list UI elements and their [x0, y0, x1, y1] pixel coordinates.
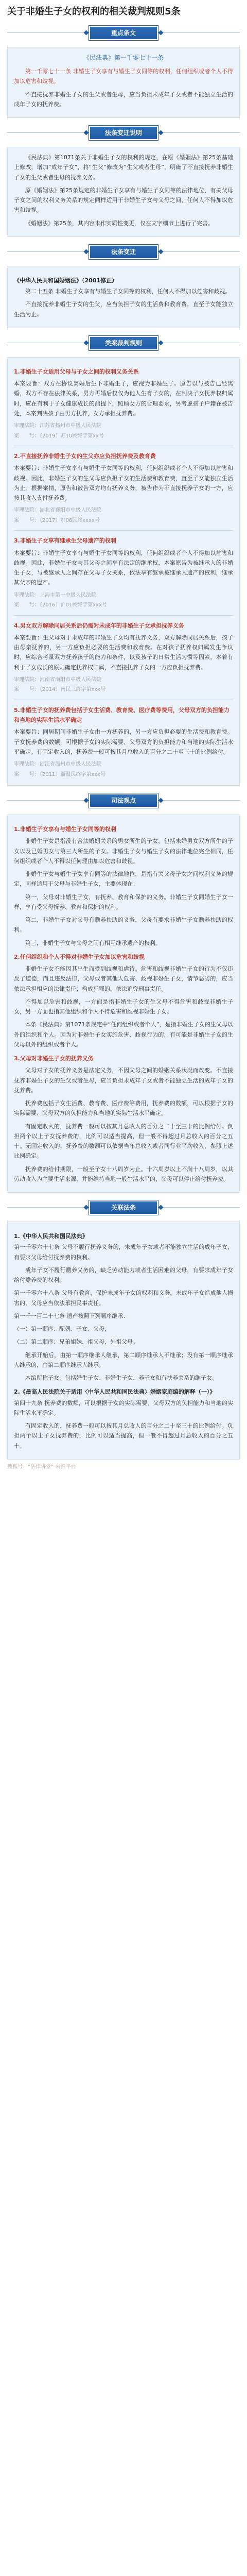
box-title: 《民法典》第一千零七十一条	[83, 54, 164, 62]
paragraph: 不直接抚养非婚生子女的生父，应当负担子女的生活费和教育费，直至子女能独立生活为止。	[14, 301, 233, 318]
section-banner-law-history	[7, 244, 240, 260]
paragraph: 非婚生子女不能因其出生而受到歧视和虐待。危害和歧视非婚生子女的行为不仅违反了道德，而且违反法律，父母或者其他人危害、歧视非婚生子女，情节恶劣的，应当依法承担相应的法律责任；构成犯罪的，依法追究刑事责任。	[14, 965, 233, 992]
case-heading: 1.非婚生子女适用父母与子女之间的权利义务关系	[14, 368, 139, 375]
diamond-icon	[158, 798, 164, 803]
paragraph: 第二，非婚生子女对父母有赡养扶助的义务，父母有要求非婚生子女赡养扶助的权利。	[14, 917, 233, 934]
section-banner-judicial-views	[7, 793, 240, 808]
paragraph: 第四十九条 抚养费的数额，可以根据子女的实际需要、父母双方的负担能力和当地的实际生活水平确定。	[14, 1399, 233, 1416]
diamond-icon	[84, 30, 89, 36]
case-heading: 3.非婚生子女享有继承生父母遗产的权利	[14, 537, 116, 545]
diamond-icon	[84, 1205, 89, 1210]
paragraph: 第二十五条 非婚生子女享有与婚生子女同等的权利，任何人不得加以危害和歧视。	[25, 288, 231, 295]
case-item	[14, 536, 233, 609]
banner-label: 法条变迁说明	[90, 127, 157, 139]
paragraph: 本案要旨：生父母对于未成年的非婚生子女均有抚养义务，双方解除同居关系后，孩子由母亲抚养的，另一方应负担必要的生活费和教育费。在对孩子抚养权归属发生争议时，应综合考量双方抚养孩子的能力和条件，以及孩子的日常生活习惯等因素，本着有利于子女成长的原则确定抚养权归属，不直接抚养子女的一方应负担抚养费。	[14, 634, 233, 671]
change-notes-box	[7, 147, 240, 237]
paragraph: 非婚生子女与婚生子女享有同等的法律地位，是指有关父母子女之间权利义务的规定，同样适用于父母与非婚生子女，主要体现在：	[14, 871, 233, 888]
diamond-icon	[158, 1205, 164, 1210]
paragraph: 不得加以危害和歧视，一方面是指非婚生子女的生父母不得危害和歧视非婚生子女，另一方面也指其他组织和个人不得危害和歧视非婚生子女。	[14, 998, 233, 1015]
section-banner-key-articles	[7, 25, 240, 41]
paragraph: 第一千零六十七条 父母不履行抚养义务的，未成年子女或者不能独立生活的成年子女，有要求父母给付抚养费的权利。	[14, 1244, 233, 1261]
paragraph: 本案要旨：同居期间非婚生子女由一方抚养的，另一方应负担必要的生活费和教育费。子女抚养费的数额，可根据子女的实际需要、父母双方的负担能力和当地的实际生活水平确定。有固定收入的，抚养费一般可按其月总收入的百分之二十至三十的比例给付。	[14, 728, 233, 755]
paragraph: 第一千零六十八条 父母有教育、保护未成年子女的权利和义务。未成年子女造成他人损害的，父母应当依法承担民事责任。	[14, 1290, 233, 1307]
court-name: 审理法院：湖北省襄阳市中级人民法院	[14, 507, 101, 514]
view-item	[14, 952, 233, 1049]
view-heading: 2.任何组织和个人不得对非婚生子女加以危害和歧视	[14, 953, 145, 960]
paragraph: 第三，非婚生子女与父母之间有相互继承遗产的权利。	[25, 939, 161, 946]
case-number: 案 号：（2017）鄂06民终xxxx号	[14, 517, 100, 523]
paragraph: （二）第二顺序：兄弟姐妹、祖父母、外祖父母。	[14, 1338, 138, 1346]
case-item	[14, 705, 233, 779]
section-banner-related-laws	[7, 1200, 240, 1215]
paragraph: 第一千零七十一条 非婚生子女享有与婚生子女同等的权利，任何组织或者个人不得加以危害和歧视。	[14, 68, 233, 85]
paragraph: 本案要旨：非婚生子女享有与婚生子女同等的权利，任何组织或者个人不得加以危害和歧视。因此，非婚生子女与其父母之间享有法定的继承权，本案原告为被继承人的非婚生子女，与被继承人之间存在父母子女关系，依法享有继承被继承人遗产的权利，继承其父亲的遗产。	[14, 549, 233, 586]
diamond-icon	[84, 249, 89, 254]
paragraph: 成年子女不履行赡养义务的，缺乏劳动能力或者生活困难的父母，有要求成年子女给付赡养费的权利。	[14, 1266, 233, 1284]
court-name: 审理法院：河南省南阳市中级人民法院	[14, 676, 101, 683]
paragraph: 本编所称子女，包括婚生子女、非婚生子女、养子女和有扶养关系的继子女。	[25, 1375, 218, 1382]
judicial-views-box	[7, 815, 240, 1193]
case-number: 案 号：（2014）南民三终字第xxx号	[14, 687, 106, 693]
case-item	[14, 621, 233, 694]
divider	[14, 530, 233, 531]
law-item	[14, 1387, 233, 1451]
paragraph: 第一，父母对非婚生子女，有抚养、教育和保护的义务。非婚生子女同婚生子女一样，享有受父母抚养、教育和保护的权利。	[14, 893, 233, 910]
diamond-icon	[158, 130, 164, 135]
court-name: 审理法院：浙江省温州市中级人民法院	[14, 761, 101, 768]
paragraph: 本案要旨：双方在协议离婚后生下非婚生子，应视为非婚生子。原告以与被告已经离婚，双方不存在法律关系，男方再婚后仅仅为他人生育子女的，在判决子女抚养权归属时，应在有利于子女健康成长的前提下，照顾女方的合理要求，另考虑孩子户籍在被告处，本案判决孩子由男方抚养，女方承担抚养费。	[14, 380, 233, 417]
banner-label: 法条变迁	[90, 246, 157, 258]
paragraph: 本条《民法典》第1071条规定中“任何组织或者个人”，是指非婚生子女的生父母以外的组织和个人。因为对非婚生子女实施危害、歧视行为的，有可能是非婚生子女的生父母以外的组织或者个人。	[14, 1021, 233, 1048]
paragraph: 第一千一百二十七条 遗产按照下列顺序继承：	[14, 1312, 129, 1319]
diamond-icon	[84, 798, 89, 803]
paragraph: 不直接抚养非婚生子女的生父或者生母，应当负担未成年子女或者不能独立生活的成年子女的抚养费。	[14, 91, 233, 108]
court-name: 审理法院：上海市第一中级人民法院	[14, 592, 96, 598]
paragraph: 原《婚姻法》第25条规定的非婚生子女享有与婚生子女同等的法律地位，有关父母子女之间的权利义务关系的规定同样适用于非婚生子女与父母之间，任何人不得加以危害和歧视。	[14, 187, 233, 214]
case-heading: 5.非婚生子女的抚养费包括子女生活费、教育费、医疗费等费用，父母双方的负担能力和当地的实际生活水平确定	[14, 706, 230, 724]
case-number: 案 号：（2016）沪01民终字第xxx号	[14, 602, 107, 608]
key-article-box	[7, 47, 240, 118]
paragraph: 《婚姻法》第25条，其内容未作实质性变更，仅在文字细节上进行了完善。	[25, 219, 214, 227]
view-item	[14, 824, 233, 948]
banner-label: 类案裁判规则	[90, 337, 157, 349]
paragraph: 《民法典》第1071条关于非婚生子女的权利的规定，在原《婚姻法》第25条基础上修改，增加“成年子女”，将“生父”修改为“生父或者生母”，明确了不直接抚养非婚生子女的生父或者生母的抚养义务。	[14, 154, 233, 181]
law-title: 2.《最高人民法院关于适用〈中华人民共和国民法典〉婚姻家庭编的解释（一）》	[14, 1388, 216, 1396]
paragraph: 本案要旨：非婚生子女享有与婚生子女同等的权利，任何组织或者个人不得加以危害和歧视。因此，非婚生子女的生父母应负担子女的生活费和教育费，直至子女能独立生活为止。根据案情，原告和被告双方均有抚养义务，被告作为不直接抚养子女的一方，应按其收入支付抚养费。	[14, 465, 233, 502]
paragraph: （一）第一顺序：配偶、子女、父母；	[14, 1326, 110, 1333]
banner-label: 司法观点	[90, 794, 157, 807]
paragraph: 继承开始后，由第一顺序继承人继承，第二顺序继承人不继承；没有第一顺序继承人继承的，由第二顺序继承人继承。	[14, 1351, 233, 1368]
paragraph: 非婚生子女是指没有合法婚姻关系的男女所生的子女，包括未婚男女双方所生的子女以及已婚男女与第三人所生的子女。非婚生子女与婚生子女的法律地位完全相同，任何组织或者个人不得以任何理由加以危害和歧视。	[14, 838, 233, 865]
law-item	[14, 1231, 233, 1383]
case-number: 案 号：（2019）苏10民终字第xx号	[14, 433, 104, 439]
diamond-icon	[158, 249, 164, 254]
court-name: 审理法院：江苏省扬州市中级人民法院	[14, 423, 101, 429]
law-title: 《中华人民共和国婚姻法》（2001修正）	[14, 277, 118, 284]
article-title: 关于非婚生子女的权利的相关裁判规则5条	[7, 6, 181, 17]
related-laws-box	[7, 1222, 240, 1460]
divider	[14, 615, 233, 616]
law-history-box	[7, 266, 240, 328]
view-heading: 3.父母对非婚生子女的抚养义务	[14, 1055, 94, 1062]
law-title: 1.《中华人民共和国民法典》	[14, 1233, 88, 1240]
view-heading: 1.非婚生子女享有与婚生子女同等的权利	[14, 826, 116, 833]
case-heading: 2.不直接抚养非婚生子女的生父亦应负担抚养费及教育费	[14, 453, 156, 460]
footer-source: 搜狐号：“法律讲堂” 来源平台	[7, 1464, 76, 1470]
diamond-icon	[84, 130, 89, 135]
diamond-icon	[84, 340, 89, 345]
paragraph: 抚养费包括子女生活费、教育费、医疗费等费用，抚养费的数额，可以根据子女的实际需要、父母双方的负担能力和当地的实际生活水平确定。	[14, 1100, 233, 1117]
paragraph: 抚养费的给付期限，一般至子女十八周岁为止。十六周岁以上不满十八周岁，以其劳动收入为主要生活来源，并能维持当地一般生活水平的，父母可以停止给付抚养费。	[14, 1165, 233, 1182]
paragraph: 父母对子女的抚养义务是法定义务，不因父母之间的婚姻关系状况而改变。不直接抚养非婚生子女的生父或者生母，应当负担未成年子女或者不能独立生活的成年子女的抚养费。	[14, 1067, 233, 1094]
banner-label: 重点条文	[90, 27, 157, 39]
diamond-icon	[158, 340, 164, 345]
paragraph: 有固定收入的，抚养费一般可以按其月总收入的百分之二十至三十的比例给付。负担两个以上子女抚养费的，比例可以适当提高，但一般不得超过月总收入的百分之五十。	[14, 1422, 233, 1449]
view-item	[14, 1054, 233, 1184]
case-item	[14, 367, 233, 440]
case-rules-box	[7, 357, 240, 786]
case-item	[14, 451, 233, 525]
case-heading: 4.男女双方解除同居关系后仍需对未成年的非婚生子女承担抚养义务	[14, 622, 184, 629]
section-banner-case-rules	[7, 335, 240, 351]
diamond-icon	[158, 30, 164, 36]
banner-label: 关联法条	[90, 1201, 157, 1214]
section-banner-change-notes	[7, 125, 240, 141]
paragraph: 有固定收入的，抚养费一般可以按其月总收入的百分之二十至三十的比例给付。负担两个以上子女抚养费的，比例可以适当提高，但一般不得超过月总收入的百分之五十。无固定收入的，抚养费的数额可以依据当年总收入或者同行业平均收入，参照上述比例确定。	[14, 1123, 233, 1160]
case-number: 案 号：（2011）浙温民终字第xxx号	[14, 771, 106, 777]
